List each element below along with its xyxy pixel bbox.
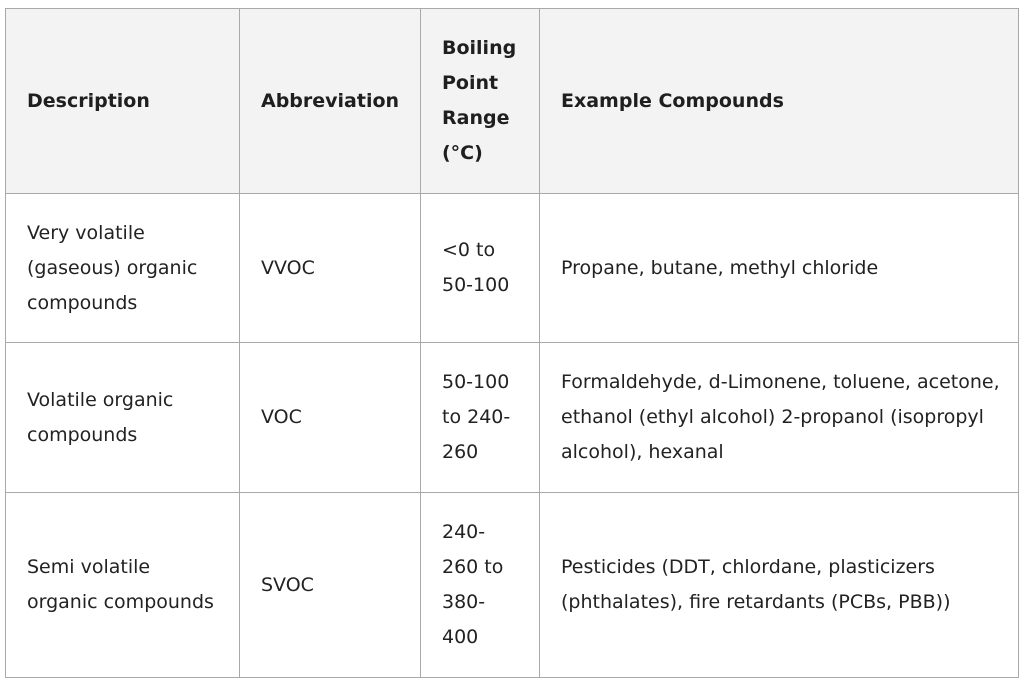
cell-example-compounds bbox=[540, 343, 1019, 493]
cell-boiling-point-range bbox=[421, 493, 540, 678]
header-example-compounds bbox=[540, 9, 1019, 194]
cell-example-compounds-text: Propane, butane, methyl chloride bbox=[561, 256, 879, 279]
cell-description-text: Semi volatile organic compounds bbox=[27, 556, 214, 613]
cell-abbreviation-text: VVOC bbox=[261, 256, 315, 279]
cell-abbreviation bbox=[240, 493, 421, 678]
voc-classification-table bbox=[5, 8, 1019, 678]
cell-boiling-point-range-text: <0 to 50-100 bbox=[442, 239, 510, 296]
header-example-compounds-label: Example Compounds bbox=[561, 89, 784, 112]
cell-abbreviation bbox=[240, 343, 421, 493]
cell-boiling-point-range bbox=[421, 343, 540, 493]
cell-description-text: Volatile organic compounds bbox=[27, 388, 174, 446]
cell-description bbox=[6, 493, 240, 678]
table-row bbox=[6, 194, 1019, 343]
cell-description-text: Very volatile (gaseous) organic compounds bbox=[27, 221, 198, 314]
table-header bbox=[6, 9, 1019, 194]
header-boiling-point-range bbox=[421, 9, 540, 194]
cell-abbreviation-text: VOC bbox=[261, 406, 302, 428]
table-row bbox=[6, 343, 1019, 493]
cell-example-compounds-text: Formaldehyde, d-Limonene, toluene, acetone, ethanol (ethyl alcohol) 2-propanol (isopropyl alcohol), hexanal bbox=[561, 371, 1000, 463]
cell-boiling-point-range-text: 50-100 to 240-260 bbox=[442, 371, 511, 463]
header-description-label: Description bbox=[27, 89, 150, 112]
cell-description bbox=[6, 194, 240, 343]
table-body bbox=[6, 194, 1019, 678]
cell-boiling-point-range bbox=[421, 194, 540, 343]
cell-abbreviation-text: SVOC bbox=[261, 573, 314, 596]
header-abbreviation-label: Abbreviation bbox=[261, 89, 400, 112]
cell-description bbox=[6, 343, 240, 493]
cell-example-compounds bbox=[540, 194, 1019, 343]
header-row bbox=[6, 9, 1019, 194]
cell-example-compounds bbox=[540, 493, 1019, 678]
voc-classification-table-container bbox=[5, 8, 1019, 678]
cell-abbreviation bbox=[240, 194, 421, 343]
cell-boiling-point-range-text: 240-260 to 380-400 bbox=[442, 521, 504, 648]
cell-example-compounds-text: Pesticides (DDT, chlordane, plasticizers (phthalates), fire retardants (PCBs, PBB)) bbox=[561, 556, 951, 613]
header-description bbox=[6, 9, 240, 194]
header-boiling-point-range-label: Boiling Point Range (°C) bbox=[442, 37, 517, 164]
header-abbreviation bbox=[240, 9, 421, 194]
table-row bbox=[6, 493, 1019, 678]
